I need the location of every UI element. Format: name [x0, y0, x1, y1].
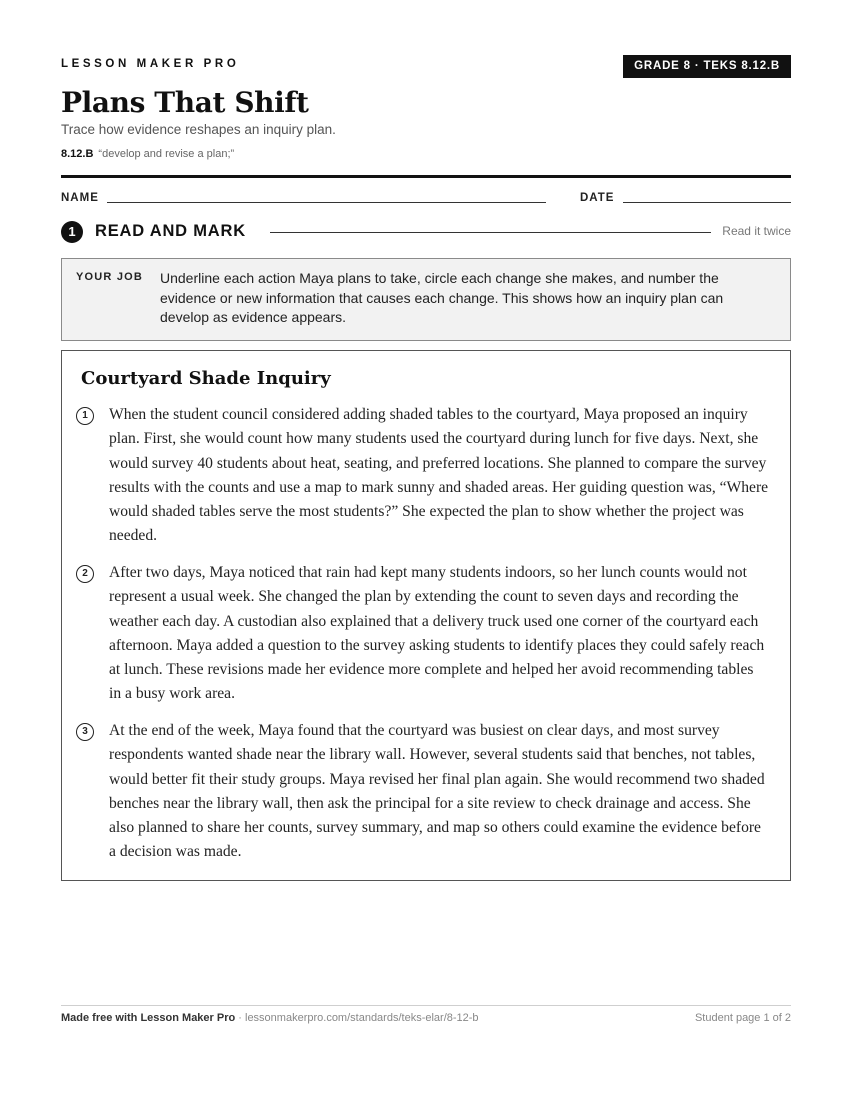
your-job-text: Underline each action Maya plans to take, circle each change she makes, and number the evidence or new information that causes each change. This shows how an inquiry plan can develop as evidence appears. — [160, 270, 724, 325]
paragraph-number: 1 — [76, 407, 94, 425]
footer-divider — [61, 1005, 791, 1006]
paragraph-text: When the student council considered adding shaded tables to the courtyard, Maya proposed an inquiry plan. First, she would count how many students used the courtyard during lunch for five days. Next, she would survey 40 students about heat, seating, and preferred locations. She planned to compare the survey results with the counts and use a map to mark sunny and shaded areas. Her guiding question was, “Where would shaded tables serve the most students?” She expected the plan to show whether the project was needed. — [109, 406, 769, 545]
date-field[interactable] — [623, 202, 791, 203]
brand-name: LESSON MAKER PRO — [61, 58, 240, 70]
footer-separator: · — [235, 1012, 245, 1024]
name-label: NAME — [61, 192, 99, 204]
date-label: DATE — [580, 192, 615, 204]
section-header — [61, 220, 791, 244]
worksheet-title: Plans That Shift — [61, 86, 309, 119]
paragraph-text: At the end of the week, Maya found that the courtyard was busiest on clear days, and most survey respondents wanted shade near the library wall. However, several students said that benches, not tables, would better fit their study groups. Maya revised her final plan again. She would recommend two shaded benches near the library wall, then ask the principal for a site review to check drainage and access. She also planned to share her counts, survey summary, and map so others could examine the evidence before a decision was made. — [109, 722, 765, 861]
paragraph-number: 2 — [76, 565, 94, 583]
worksheet-subtitle: Trace how evidence reshapes an inquiry plan. — [61, 122, 336, 137]
footer-credit — [61, 1012, 479, 1024]
worksheet-page — [61, 0, 791, 1100]
standard-line — [61, 148, 234, 160]
footer-url[interactable]: lessonmakerpro.com/standards/teks-elar/8-12-b — [245, 1012, 479, 1024]
header-divider — [61, 175, 791, 178]
standard-code: 8.12.B — [61, 148, 94, 160]
passage-title: Courtyard Shade Inquiry — [81, 368, 331, 389]
paragraph-number: 3 — [76, 723, 94, 741]
top-bar — [61, 56, 791, 78]
footer-made-with: Made free with Lesson Maker Pro — [61, 1012, 236, 1024]
section-number-badge: 1 — [61, 221, 83, 243]
your-job-label: YOUR JOB — [76, 271, 144, 283]
footer-page-number: Student page 1 of 2 — [694, 1012, 791, 1024]
paragraph-text: After two days, Maya noticed that rain had kept many students indoors, so her lunch counts would not represent a usual week. She changed the plan by extending the count to seven days and recording the weather each day. A custodian also explained that a delivery truck used one corner of the courtyard each afternoon. Maya added a question to the survey asking students to identify places they could safely reach at lunch. These revisions made her evidence more complete and helped her avoid recommending tables in a busy work area. — [109, 564, 765, 703]
name-field[interactable] — [107, 202, 546, 203]
standard-text: “develop and revise a plan;” — [98, 148, 235, 160]
section-note: Read it twice — [722, 224, 791, 238]
section-title: READ AND MARK — [95, 222, 246, 240]
grade-badge: GRADE 8 · TEKS 8.12.B — [623, 55, 791, 78]
your-job-box — [61, 258, 791, 341]
name-date-row — [61, 192, 791, 208]
reading-passage — [61, 350, 791, 881]
section-divider — [270, 232, 711, 233]
